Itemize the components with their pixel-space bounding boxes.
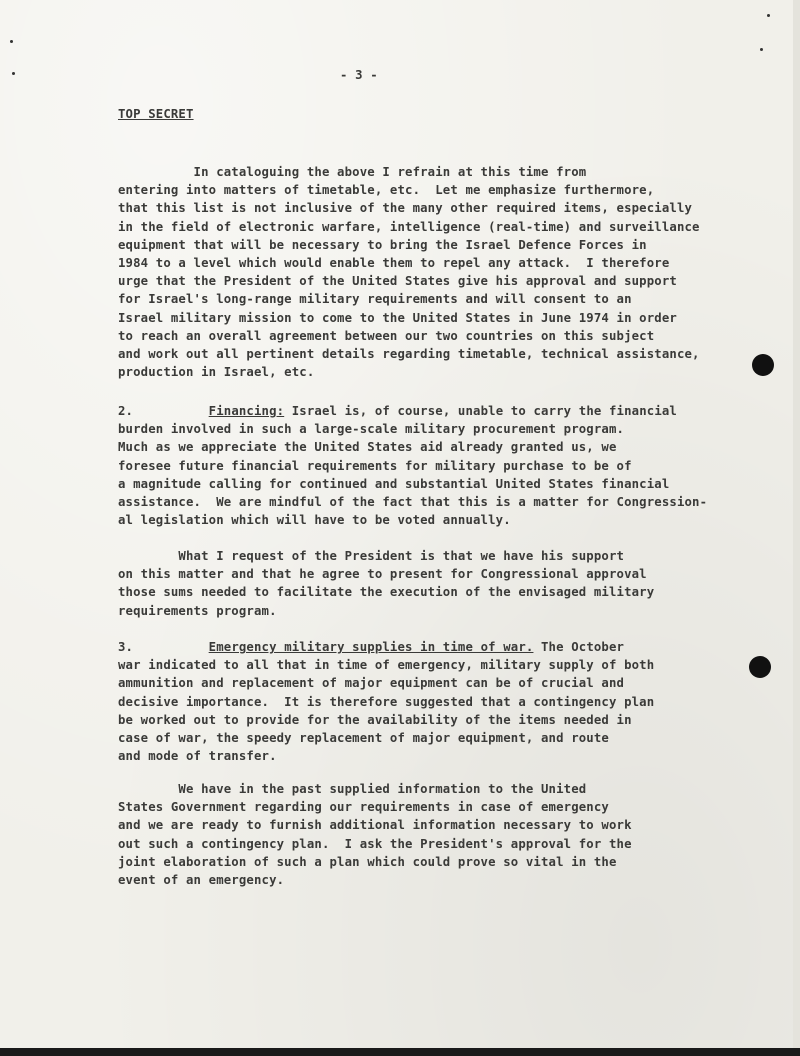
paragraph-3b: [118, 780, 632, 889]
section-2-title: Financing:: [208, 404, 285, 418]
section-2: [118, 402, 707, 529]
text-line: on this matter and that he agree to present for Congressional approval: [118, 567, 647, 582]
page-number: - 3 -: [340, 68, 378, 82]
text-line: assistance. We are mindful of the fact that this is a matter for Congression-: [118, 495, 708, 510]
text-line: event of an emergency.: [118, 873, 285, 888]
text-line: those sums needed to facilitate the execution of the envisaged military: [118, 585, 655, 600]
text-line: 1984 to a level which would enable them to repel any attack. I therefore: [118, 256, 670, 271]
text-line: a magnitude calling for continued and substantial United States financial: [118, 476, 670, 491]
section-2-first-line: [118, 402, 707, 420]
text-line: that this list is not inclusive of the many other required items, especially: [118, 201, 693, 216]
text-line: urge that the President of the United States give his approval and support: [118, 274, 677, 289]
paragraph-2b: [118, 547, 654, 620]
text-line: in the field of electronic warfare, intelligence (real-time) and surveillance: [118, 219, 700, 234]
section-3-number: 3.: [118, 640, 134, 654]
text-line: Much as we appreciate the United States aid already granted us, we: [118, 440, 617, 455]
text-line: al legislation which will have to be voted annually.: [118, 513, 511, 528]
paragraph-1: [118, 163, 700, 381]
text-line: for Israel's long-range military requirements and will consent to an: [118, 292, 632, 307]
text-line: In cataloguing the above I refrain at this time from: [118, 165, 587, 179]
section-2-body: [118, 420, 707, 529]
punch-hole: [752, 354, 774, 376]
speck: [12, 72, 15, 75]
text-line: requirements program.: [118, 603, 277, 618]
scan-border: [0, 1048, 800, 1056]
text-line: production in Israel, etc.: [118, 365, 315, 380]
section-3-first-line-rest: The October: [533, 640, 625, 654]
text-line: States Government regarding our requirements in case of emergency: [118, 800, 609, 815]
section-2-first-line-rest: Israel is, of course, unable to carry the financial: [284, 404, 677, 418]
classification-heading: TOP SECRET: [118, 107, 194, 121]
text-line: foresee future financial requirements for military purchase to be of: [118, 458, 632, 473]
section-3-title: Emergency military supplies in time of war.: [208, 640, 534, 654]
text-line: joint elaboration of such a plan which could prove so vital in the: [118, 854, 617, 869]
text-line: case of war, the speedy replacement of major equipment, and route: [118, 731, 609, 746]
text-line: What I request of the President is that we have his support: [118, 549, 625, 563]
text-line: out such a contingency plan. I ask the President's approval for the: [118, 836, 632, 851]
text-line: burden involved in such a large-scale military procurement program.: [118, 422, 625, 437]
section-2-number: 2.: [118, 404, 134, 418]
text-line: ammunition and replacement of major equipment can be of crucial and: [118, 676, 625, 691]
text-line: Israel military mission to come to the United States in June 1974 in order: [118, 310, 677, 325]
text-line: and mode of transfer.: [118, 749, 277, 764]
text-line: war indicated to all that in time of emergency, military supply of both: [118, 658, 655, 673]
text-line: We have in the past supplied information to the United: [118, 782, 587, 796]
text-line: entering into matters of timetable, etc. Let me emphasize furthermore,: [118, 183, 655, 198]
speck: [760, 48, 763, 51]
speck: [10, 40, 13, 43]
text-line: decisive importance. It is therefore suggested that a contingency plan: [118, 694, 655, 709]
text-line: to reach an overall agreement between our two countries on this subject: [118, 328, 655, 343]
section-3-first-line: [118, 638, 654, 656]
text-line: and we are ready to furnish additional information necessary to work: [118, 818, 632, 833]
punch-hole: [749, 656, 771, 678]
section-3: [118, 638, 654, 765]
speck: [767, 14, 770, 17]
text-line: be worked out to provide for the availability of the items needed in: [118, 712, 632, 727]
text-line: equipment that will be necessary to bring the Israel Defence Forces in: [118, 237, 647, 252]
section-3-body: [118, 656, 654, 765]
text-line: and work out all pertinent details regarding timetable, technical assistance,: [118, 347, 700, 362]
page-edge: [793, 0, 800, 1050]
